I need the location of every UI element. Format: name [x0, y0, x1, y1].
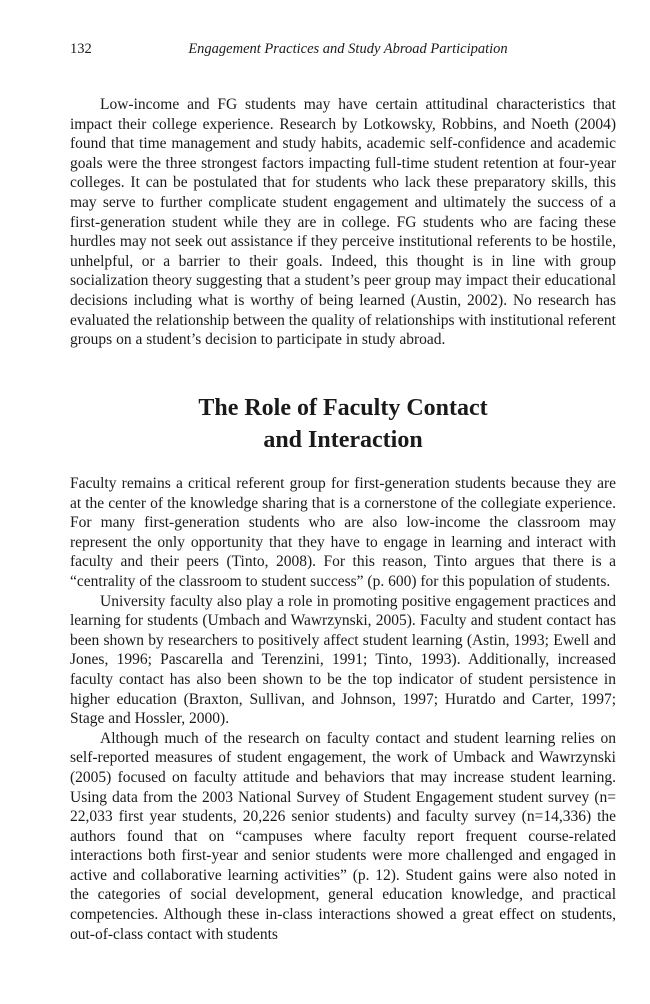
section-heading-line: and Interaction — [263, 427, 423, 453]
page-number: 132 — [70, 41, 92, 57]
paragraph: Although much of the research on faculty contact and student learning relies on self-reported measures of student engagement, the work of Umback and Wawrzynski (2005) focused on faculty attitude and behaviors that may increase student learning. Using data from the 2003 National Survey of Student Engagement student survey (n= 22,033 first year students, 20,226 senior students) and faculty survey (n=14,336) the authors found that on “campuses where faculty report frequent course-related interactions both first-year and senior students were more challenged and engaged in active and collaborative learning activities” (p. 12). Student gains were also noted in the categories of social development, general education knowledge, and practical competencies. Although these in-class interactions showed a great effect on students, out-of-class contact with students — [70, 729, 616, 943]
body-text-after-heading — [70, 474, 616, 944]
running-head — [70, 38, 616, 60]
section-heading — [70, 392, 616, 456]
running-title: Engagement Practices and Study Abroad Participation — [188, 41, 508, 57]
section-heading-line: The Role of Faculty Contact — [198, 395, 488, 421]
paragraph: Faculty remains a critical referent group for first-generation students because they are at the center of the knowledge sharing that is a cornerstone of the collegiate experience. For many first-generation students who are also low-income the classroom may represent the only opportunity that they have to engage in learning and interact with faculty and their peers (Tinto, 2008). For this reason, Tinto argues that there is a “centrality of the classroom to student success” (p. 600) for this population of students. — [70, 475, 616, 590]
paragraph: University faculty also play a role in promoting positive engagement practices and learning for students (Umbach and Wawrzynski, 2005). Faculty and student contact has been shown by researchers to positively affect student learning (Astin, 1993; Ewell and Jones, 1996; Pascarella and Terenzini, 1991; Tinto, 1993). Additionally, increased faculty contact has also been shown to be the top indicator of student persistence in higher education (Braxton, Sullivan, and Johnson, 1997; Huratdo and Carter, 1997; Stage and Hossler, 2000). — [70, 592, 616, 728]
paragraph: Low-income and FG students may have certain attitudinal characteristics that impact their college experience. Research by Lotkowsky, Robbins, and Noeth (2004) found that time management and study habits, academic self-confidence and academic goals were the three strongest factors impacting full-time student retention at four-year colleges. It can be postulated that for students who lack these preparatory skills, this may serve to further complicate student engagement and ultimately the success of a first-generation student while they are in college. FG students who are facing these hurdles may not seek out assistance if they perceive institutional referents to be hostile, unhelpful, or a barrier to their goals. Indeed, this thought is in line with group socialization theory suggesting that a student’s peer group may impact their educational decisions including what is worthy of being learned (Austin, 2002). No research has evaluated the relationship between the quality of relationships with institutional referent groups on a student’s decision to participate in study abroad. — [70, 96, 616, 349]
body-text-before-heading — [70, 95, 616, 350]
